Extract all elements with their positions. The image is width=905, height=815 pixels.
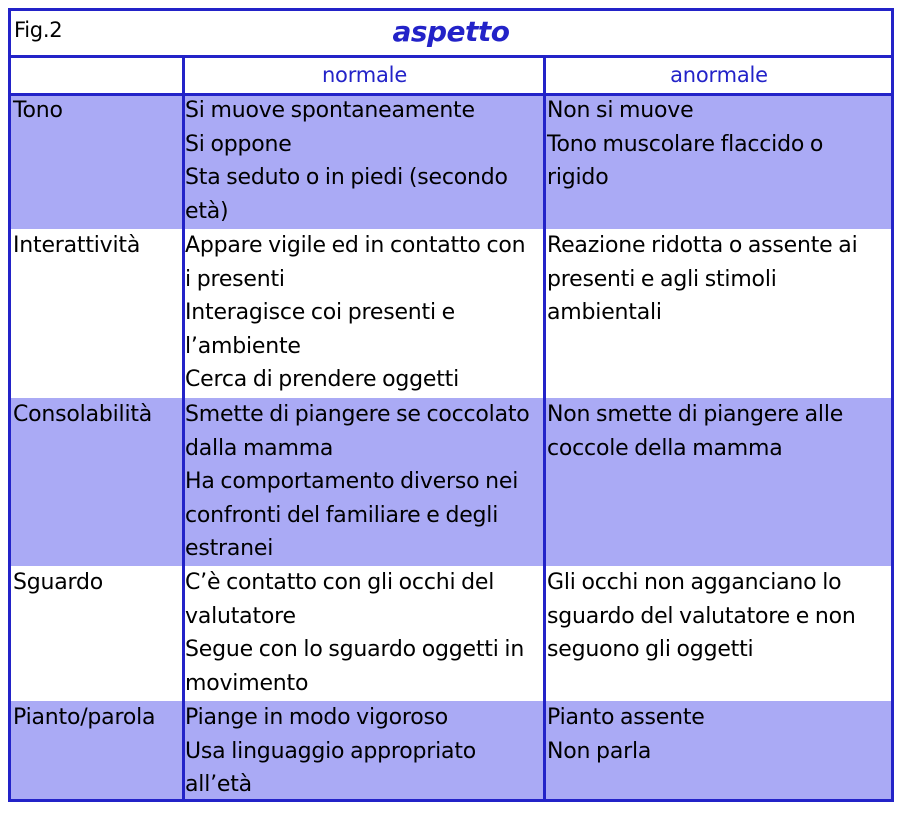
row-label bbox=[11, 229, 182, 398]
anormale-cell bbox=[544, 566, 891, 701]
column-divider bbox=[182, 58, 185, 799]
normale-line: Piange in modo vigoroso bbox=[185, 705, 449, 730]
normale-line: Ha comportamento diverso nei bbox=[185, 469, 519, 495]
normale-line: Si oppone bbox=[185, 131, 292, 157]
row-label bbox=[11, 398, 182, 566]
row-label-text: Pianto/parola bbox=[13, 705, 156, 730]
anormale-line: ambientali bbox=[547, 300, 662, 326]
anormale-line: Non si muove bbox=[547, 98, 694, 123]
normale-line: C’è contatto con gli occhi del bbox=[185, 570, 495, 595]
normale-line: Appare vigile ed in contatto con bbox=[185, 233, 526, 258]
anormale-cell bbox=[544, 701, 891, 799]
table-row-tono bbox=[11, 94, 891, 229]
row-label bbox=[11, 701, 182, 799]
anormale-line: Reazione ridotta o assente ai bbox=[547, 233, 858, 258]
table-row-consolabilita bbox=[11, 398, 891, 566]
normale-line: dalla mamma bbox=[185, 435, 334, 461]
row-label-text: Tono bbox=[13, 98, 63, 123]
normale-line: Interagisce coi presenti e bbox=[185, 300, 456, 326]
table-row-interattivita bbox=[11, 229, 891, 398]
anormale-cell bbox=[544, 94, 891, 229]
anormale-line: Non parla bbox=[547, 738, 652, 764]
assessment-table bbox=[8, 8, 894, 802]
row-label-text: Sguardo bbox=[13, 570, 104, 595]
normale-line: confronti del familiare e degli bbox=[185, 502, 499, 528]
anormale-cell bbox=[544, 398, 891, 566]
normale-line: estranei bbox=[185, 536, 274, 562]
anormale-line: sguardo del valutatore e non bbox=[547, 603, 856, 629]
normale-line: Usa linguaggio appropriato bbox=[185, 738, 477, 764]
anormale-line: Gli occhi non agganciano lo bbox=[547, 570, 842, 595]
normale-line: l’ambiente bbox=[185, 333, 301, 359]
anormale-line: Tono muscolare flaccido o bbox=[547, 131, 824, 157]
table-row-sguardo bbox=[11, 566, 891, 701]
row-label bbox=[11, 94, 182, 229]
anormale-line: Non smette di piangere alle bbox=[547, 402, 844, 427]
figure-label: Fig.2 bbox=[14, 18, 63, 42]
normale-line: Cerca di prendere oggetti bbox=[185, 367, 459, 393]
anormale-line: rigido bbox=[547, 165, 609, 191]
anormale-line: presenti e agli stimoli bbox=[547, 266, 777, 292]
normale-line: Segue con lo sguardo oggetti in bbox=[185, 637, 525, 663]
normale-line: Smette di piangere se coccolato bbox=[185, 402, 530, 427]
normale-line: movimento bbox=[185, 670, 309, 696]
anormale-line: seguono gli oggetti bbox=[547, 637, 754, 663]
normale-line: valutatore bbox=[185, 603, 296, 629]
table-row-pianto-parola bbox=[11, 701, 891, 799]
column-divider bbox=[543, 58, 546, 799]
row-label bbox=[11, 566, 182, 701]
anormale-cell bbox=[544, 229, 891, 398]
anormale-line: coccole della mamma bbox=[547, 435, 783, 461]
normale-cell bbox=[182, 566, 544, 701]
normale-line: Si muove spontaneamente bbox=[185, 98, 475, 123]
title-row bbox=[11, 11, 891, 58]
header-divider bbox=[11, 93, 891, 96]
normale-line: età) bbox=[185, 198, 229, 224]
normale-cell bbox=[182, 94, 544, 229]
header-anormale: anormale bbox=[670, 63, 768, 87]
normale-cell bbox=[182, 229, 544, 398]
header-empty-cell bbox=[11, 58, 182, 94]
normale-cell bbox=[182, 701, 544, 799]
table-title: aspetto bbox=[392, 15, 510, 48]
normale-line: i presenti bbox=[185, 266, 285, 292]
header-normale: normale bbox=[321, 63, 408, 87]
normale-cell bbox=[182, 398, 544, 566]
row-label-text: Interattività bbox=[13, 233, 141, 258]
header-row bbox=[11, 58, 891, 94]
normale-line: Sta seduto o in piedi (secondo bbox=[185, 165, 508, 191]
row-label-text: Consolabilità bbox=[13, 402, 153, 427]
anormale-line: Pianto assente bbox=[547, 705, 705, 730]
normale-line: all’età bbox=[185, 772, 252, 798]
